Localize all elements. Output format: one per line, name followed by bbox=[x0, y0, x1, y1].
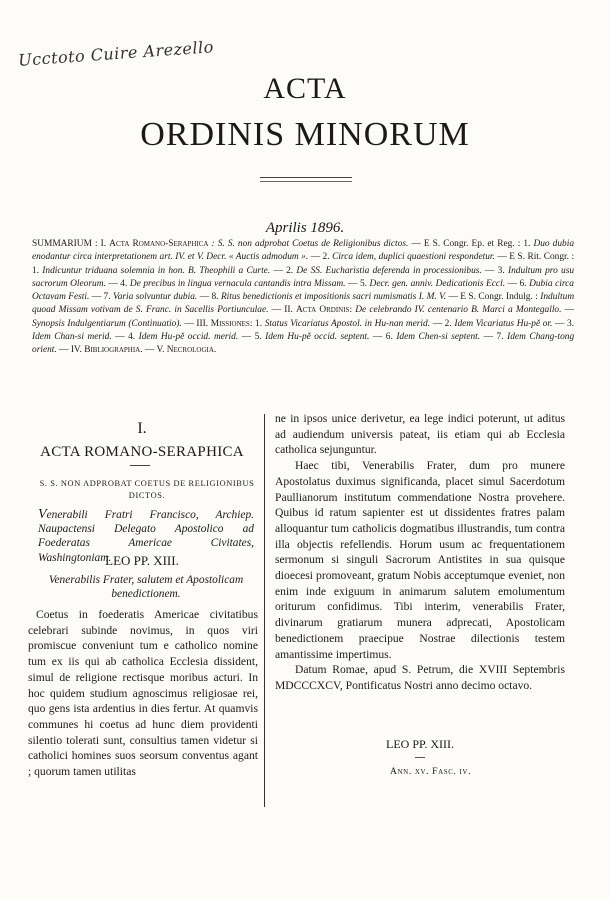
section-title: ACTA ROMANO-SERAPHICA bbox=[40, 444, 244, 460]
fascicle-signature: Ann. xv. Fasc. iv. bbox=[390, 766, 472, 777]
pope-signature-closing: LEO PP. XIII. bbox=[386, 737, 454, 751]
article-subheading: S. S. NON ADPROBAT COETUS DE RELIGIONIBUS DICTOS. bbox=[39, 479, 255, 500]
letter-salutation: Venerabilis Frater, salutem et Apostolicam benedictionem. bbox=[48, 574, 244, 601]
summary-block: SUMMARIUM : I. Acta Romano-Seraphica : S. S. non adprobat Coetus de Religionibus dictos. — E S. Congr. Ep. et Reg. : 1. Duo dubia enodantur circa interpretationem art. IV. et V. Decr. « Auctis admodum ». — 2. Circa idem, duplici quaestioni respondetur. — E S. Rit. Congr. : 1. Indicuntur triduana solemnia in hon. B. Theophili a Curte. — 2. De SS. Eucharistia deferenda in processionibus. — 3. Indultum pro usu sacrorum Oleorum. — 4. De precibus in lingua vernacula cantandis intra Missam. — 5. Decr. gen. anniv. Dedicationis Eccl. — 6. Dubia circa Octavam Festi. — 7. Varia solvuntur dubia. — 8. Ritus benedictionis et impositionis sacri numismatis I. M. V. — E S. Congr. Indulg. : Indultum quoad Missam votivam de S. Franc. in Sacellis Portiunculae. — II. Acta Ordinis: De celebrando IV. centenario B. Marci a Montegallo. — Synopsis Indulgentiarum (Continuatio). — III. Missiones: 1. Status Vicariatus Apostol. in Hu-nan merid. — 2. Idem Vicariatus Hu-pě or. — 3. Idem Chan-si merid. — 4. Idem Hu-pě occid. merid. — 5. Idem Hu-pě occid. septent. — 6. Idem Chen-si septent. — 7. Idem Chang-tong orient. — IV. Bibliographia. — V. Necrologia. bbox=[32, 239, 575, 356]
title-rule-thick bbox=[260, 177, 352, 178]
handwritten-inscription: Ucctoto Cuire Arezello bbox=[17, 37, 215, 70]
journal-title-ordinis-minorum: ORDINIS MINORUM bbox=[140, 116, 470, 153]
letter-body-left: Coetus in foederatis Americae civitatibus celebrari subinde novimus, in quos viri promiscue conveniunt tum e catholico nomine tum ex iis qui ab catholica Ecclesia dissident, simul de religione rectisque moribus acturi. In hoc quidem studium agnoscimus religiosae rei, quo gens ista ardentius in dies fertur. At quamvis communes hi coetus ad hunc diem providenti silentio tolerati sunt, consultius tamen videtur si catholici homines suos seorsum conventus agant ; quorum tamen utilitas bbox=[28, 608, 258, 779]
letter-addressee: Venerabili Fratri Francisco, Archiep. Naupactensi Delegato Apostolico ad Foederatas Americae Civitates, Washingtoniam. bbox=[38, 507, 254, 564]
closing-rule bbox=[415, 757, 425, 758]
issue-date: Aprilis 1896. bbox=[265, 220, 345, 236]
letter-paragraph-3: Datum Romae, apud S. Petrum, die XVIII Septembris MDCCCXCV, Pontificatus Nostri anno decimo octavo. bbox=[275, 663, 565, 692]
letter-paragraph-2: Haec tibi, Venerabilis Frater, dum pro munere Apostolatus duximus significanda, placet simul Sacerdotum Paullianorum institutum commendatione Nostra provehere. Quibus id ratum sapienter est ut dissidentes fratres palam alloquantur tum catholicis dogmatibus illustrandis, tum contra illa objectis refellendis. Horum usum ac frequentationem sermonum si singuli Sacrorum Antistites in sua quisque dioecesi promoveant, gratum Nobis acceptumque eveniet, non enim inde exiguum in animarum salutem emolumentum oriturum confidimus. Tibi interim, venerabilis Frater, divinarum gratiarum munera adprecati, Apostolicam benedictionem praecipue Nostrae dilectionis testem amantissime impertimus. bbox=[275, 459, 565, 661]
column-divider bbox=[264, 414, 265, 807]
letter-body-right bbox=[275, 411, 565, 694]
title-rule-thin bbox=[260, 181, 352, 182]
letter-paragraph-1: ne in ipsos unice derivetur, ea lege indici poterunt, ut aditus ad audiendum universis pateat, iis etiam qui ab Ecclesia catholica sejunguntur. bbox=[275, 412, 565, 457]
section-numeral: I. bbox=[137, 420, 147, 437]
section-rule bbox=[130, 465, 150, 466]
pope-signature-heading: LEO PP. XIII. bbox=[105, 553, 179, 568]
journal-title-acta: ACTA bbox=[263, 72, 347, 105]
